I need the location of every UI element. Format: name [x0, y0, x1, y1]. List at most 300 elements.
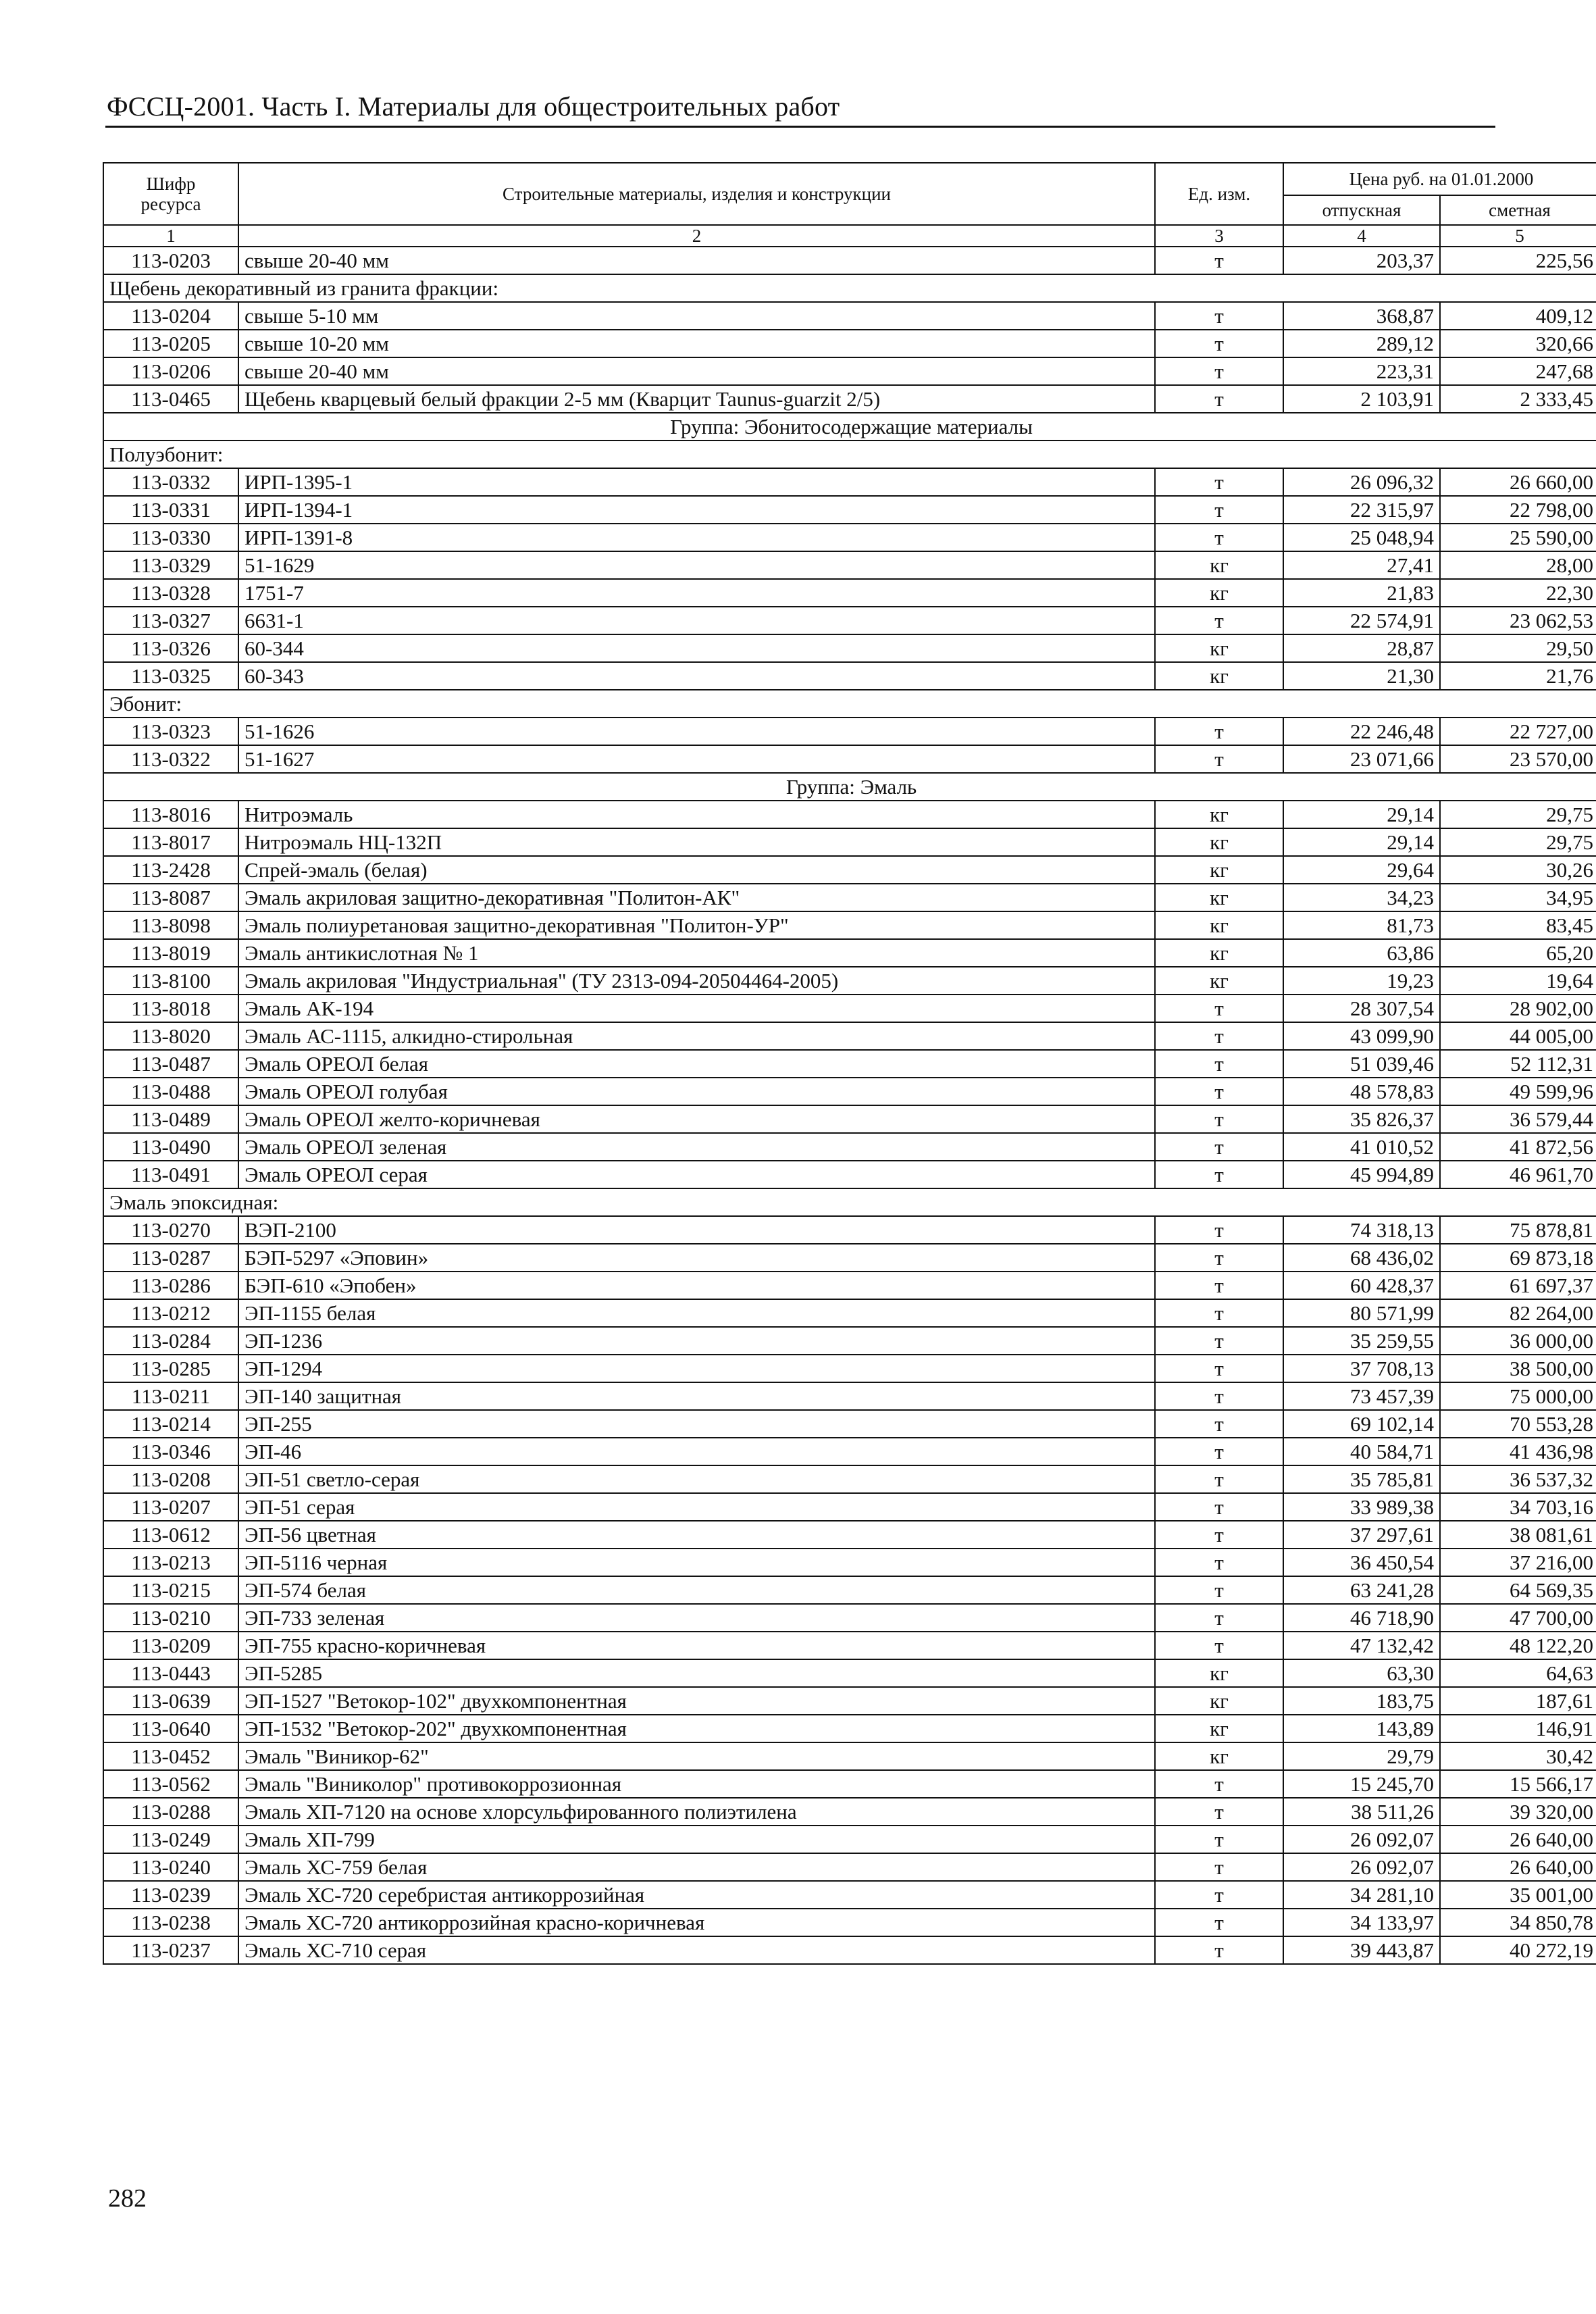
release-price: 15 245,70 — [1283, 1770, 1440, 1798]
table-row — [103, 1161, 1596, 1188]
category-label: Полуэбонит: — [103, 441, 1596, 468]
table-row — [103, 1327, 1596, 1355]
table-body — [103, 247, 1596, 1964]
group-title: Группа: Эбонитосодержащие материалы — [103, 413, 1596, 441]
release-price: 51 039,46 — [1283, 1050, 1440, 1078]
release-price: 39 443,87 — [1283, 1936, 1440, 1964]
resource-code: 113-0287 — [103, 1244, 238, 1272]
unit: кг — [1155, 662, 1283, 690]
material-name: свыше 20-40 мм — [238, 247, 1155, 274]
estimate-price: 38 081,61 — [1440, 1521, 1596, 1549]
unit: т — [1155, 1355, 1283, 1382]
resource-code: 113-0331 — [103, 496, 238, 524]
table-row — [103, 1853, 1596, 1881]
release-price: 80 571,99 — [1283, 1299, 1440, 1327]
resource-code: 113-0443 — [103, 1659, 238, 1687]
release-price: 27,41 — [1283, 551, 1440, 579]
unit: т — [1155, 1244, 1283, 1272]
material-name: ЭП-46 — [238, 1438, 1155, 1465]
estimate-price: 37 216,00 — [1440, 1549, 1596, 1576]
estimate-price: 75 000,00 — [1440, 1382, 1596, 1410]
estimate-price: 15 566,17 — [1440, 1770, 1596, 1798]
unit: т — [1155, 1299, 1283, 1327]
resource-code: 113-0239 — [103, 1881, 238, 1909]
resource-code: 113-0212 — [103, 1299, 238, 1327]
header-rule — [105, 126, 1495, 128]
estimate-price: 225,56 — [1440, 247, 1596, 274]
material-name: ЭП-5285 — [238, 1659, 1155, 1687]
material-name: свыше 10-20 мм — [238, 330, 1155, 357]
table-row — [103, 1438, 1596, 1465]
unit: т — [1155, 1382, 1283, 1410]
material-name: Эмаль "Виниколор" противокоррозионная — [238, 1770, 1155, 1798]
release-price: 368,87 — [1283, 302, 1440, 330]
col-header-unit: Ед. изм. — [1155, 163, 1283, 225]
unit: т — [1155, 1465, 1283, 1493]
material-name: ЭП-755 красно-коричневая — [238, 1632, 1155, 1659]
table-row — [103, 385, 1596, 413]
resource-code: 113-0284 — [103, 1327, 238, 1355]
material-name: Эмаль ХС-720 антикоррозийная красно-коричневая — [238, 1909, 1155, 1936]
table-row — [103, 1576, 1596, 1604]
estimate-price: 44 005,00 — [1440, 1022, 1596, 1050]
unit: т — [1155, 247, 1283, 274]
table-row — [103, 607, 1596, 634]
estimate-price: 28 902,00 — [1440, 995, 1596, 1022]
release-price: 37 297,61 — [1283, 1521, 1440, 1549]
category-row — [103, 1188, 1596, 1216]
release-price: 68 436,02 — [1283, 1244, 1440, 1272]
table-row — [103, 828, 1596, 856]
material-name: Эмаль ХС-710 серая — [238, 1936, 1155, 1964]
resource-code: 113-0323 — [103, 718, 238, 745]
unit: т — [1155, 1881, 1283, 1909]
unit: кг — [1155, 967, 1283, 995]
resource-code: 113-0286 — [103, 1272, 238, 1299]
release-price: 28 307,54 — [1283, 995, 1440, 1022]
unit: т — [1155, 718, 1283, 745]
table-row — [103, 1105, 1596, 1133]
material-name: 60-344 — [238, 634, 1155, 662]
release-price: 69 102,14 — [1283, 1410, 1440, 1438]
table-row — [103, 1272, 1596, 1299]
estimate-price: 39 320,00 — [1440, 1798, 1596, 1826]
material-name: Эмаль ОРЕОЛ голубая — [238, 1078, 1155, 1105]
estimate-price: 26 640,00 — [1440, 1853, 1596, 1881]
resource-code: 113-0327 — [103, 607, 238, 634]
estimate-price: 36 000,00 — [1440, 1327, 1596, 1355]
release-price: 29,14 — [1283, 801, 1440, 828]
resource-code: 113-0215 — [103, 1576, 238, 1604]
estimate-price: 25 590,00 — [1440, 524, 1596, 551]
table-row — [103, 1715, 1596, 1742]
material-name: Спрей-эмаль (белая) — [238, 856, 1155, 884]
release-price: 63 241,28 — [1283, 1576, 1440, 1604]
table-row — [103, 247, 1596, 274]
material-name: ЭП-574 белая — [238, 1576, 1155, 1604]
release-price: 63,86 — [1283, 939, 1440, 967]
release-price: 26 092,07 — [1283, 1826, 1440, 1853]
price-table — [103, 162, 1596, 1965]
release-price: 29,64 — [1283, 856, 1440, 884]
unit: т — [1155, 1133, 1283, 1161]
table-row — [103, 524, 1596, 551]
resource-code: 113-0452 — [103, 1742, 238, 1770]
unit: т — [1155, 496, 1283, 524]
estimate-price: 320,66 — [1440, 330, 1596, 357]
category-row — [103, 690, 1596, 718]
table-row — [103, 551, 1596, 579]
material-name: Эмаль ОРЕОЛ серая — [238, 1161, 1155, 1188]
unit: т — [1155, 1216, 1283, 1244]
release-price: 33 989,38 — [1283, 1493, 1440, 1521]
estimate-price: 34,95 — [1440, 884, 1596, 911]
unit: кг — [1155, 801, 1283, 828]
material-name: Эмаль АК-194 — [238, 995, 1155, 1022]
material-name: Эмаль ОРЕОЛ желто-коричневая — [238, 1105, 1155, 1133]
resource-code: 113-8018 — [103, 995, 238, 1022]
resource-code: 113-0205 — [103, 330, 238, 357]
release-price: 203,37 — [1283, 247, 1440, 274]
release-price: 81,73 — [1283, 911, 1440, 939]
table-row — [103, 1742, 1596, 1770]
unit: кг — [1155, 634, 1283, 662]
material-name: ЭП-140 защитная — [238, 1382, 1155, 1410]
release-price: 38 511,26 — [1283, 1798, 1440, 1826]
estimate-price: 26 640,00 — [1440, 1826, 1596, 1853]
release-price: 46 718,90 — [1283, 1604, 1440, 1632]
table-row — [103, 1881, 1596, 1909]
material-name: Нитроэмаль — [238, 801, 1155, 828]
table-row — [103, 1770, 1596, 1798]
material-name: Эмаль антикислотная № 1 — [238, 939, 1155, 967]
unit: т — [1155, 1909, 1283, 1936]
release-price: 26 096,32 — [1283, 468, 1440, 496]
release-price: 47 132,42 — [1283, 1632, 1440, 1659]
release-price: 28,87 — [1283, 634, 1440, 662]
unit: т — [1155, 1022, 1283, 1050]
table-row — [103, 1299, 1596, 1327]
unit: т — [1155, 1272, 1283, 1299]
material-name: 6631-1 — [238, 607, 1155, 634]
release-price: 19,23 — [1283, 967, 1440, 995]
resource-code: 113-8098 — [103, 911, 238, 939]
resource-code: 113-0203 — [103, 247, 238, 274]
material-name: ЭП-56 цветная — [238, 1521, 1155, 1549]
material-name: Эмаль ОРЕОЛ белая — [238, 1050, 1155, 1078]
unit: т — [1155, 1105, 1283, 1133]
unit: кг — [1155, 884, 1283, 911]
material-name: ЭП-1236 — [238, 1327, 1155, 1355]
unit: кг — [1155, 939, 1283, 967]
material-name: 1751-7 — [238, 579, 1155, 607]
estimate-price: 22 798,00 — [1440, 496, 1596, 524]
resource-code: 113-0213 — [103, 1549, 238, 1576]
resource-code: 113-0211 — [103, 1382, 238, 1410]
material-name: свыше 5-10 мм — [238, 302, 1155, 330]
material-name: свыше 20-40 мм — [238, 357, 1155, 385]
material-name: ЭП-1532 "Ветокор-202" двухкомпонентная — [238, 1715, 1155, 1742]
resource-code: 113-0240 — [103, 1853, 238, 1881]
estimate-price: 41 872,56 — [1440, 1133, 1596, 1161]
table-row — [103, 302, 1596, 330]
table-row — [103, 1909, 1596, 1936]
col-number: 3 — [1155, 225, 1283, 247]
material-name: ИРП-1391-8 — [238, 524, 1155, 551]
unit: т — [1155, 1604, 1283, 1632]
release-price: 29,14 — [1283, 828, 1440, 856]
group-row — [103, 413, 1596, 441]
category-label: Щебень декоративный из гранита фракции: — [103, 274, 1596, 302]
estimate-price: 2 333,45 — [1440, 385, 1596, 413]
estimate-price: 41 436,98 — [1440, 1438, 1596, 1465]
unit: кг — [1155, 1742, 1283, 1770]
release-price: 2 103,91 — [1283, 385, 1440, 413]
material-name: Эмаль "Виникор-62" — [238, 1742, 1155, 1770]
release-price: 74 318,13 — [1283, 1216, 1440, 1244]
table-row — [103, 330, 1596, 357]
material-name: 51-1629 — [238, 551, 1155, 579]
resource-code: 113-8100 — [103, 967, 238, 995]
unit: т — [1155, 1327, 1283, 1355]
unit: т — [1155, 1936, 1283, 1964]
table-row — [103, 1216, 1596, 1244]
resource-code: 113-0487 — [103, 1050, 238, 1078]
table-row — [103, 1604, 1596, 1632]
table-row — [103, 939, 1596, 967]
release-price: 21,30 — [1283, 662, 1440, 690]
release-price: 23 071,66 — [1283, 745, 1440, 773]
material-name: Эмаль ХП-7120 на основе хлорсульфированного полиэтилена — [238, 1798, 1155, 1826]
release-price: 143,89 — [1283, 1715, 1440, 1742]
resource-code: 113-0207 — [103, 1493, 238, 1521]
release-price: 22 574,91 — [1283, 607, 1440, 634]
table-row — [103, 745, 1596, 773]
table-row — [103, 967, 1596, 995]
release-price: 29,79 — [1283, 1742, 1440, 1770]
release-price: 183,75 — [1283, 1687, 1440, 1715]
unit: т — [1155, 1853, 1283, 1881]
resource-code: 113-0206 — [103, 357, 238, 385]
table-row — [103, 468, 1596, 496]
resource-code: 113-0329 — [103, 551, 238, 579]
estimate-price: 82 264,00 — [1440, 1299, 1596, 1327]
table-row — [103, 856, 1596, 884]
resource-code: 113-0210 — [103, 1604, 238, 1632]
estimate-price: 28,00 — [1440, 551, 1596, 579]
estimate-price: 65,20 — [1440, 939, 1596, 967]
material-name: БЭП-610 «Эпобен» — [238, 1272, 1155, 1299]
unit: т — [1155, 1050, 1283, 1078]
resource-code: 113-0204 — [103, 302, 238, 330]
estimate-price: 34 703,16 — [1440, 1493, 1596, 1521]
estimate-price: 30,26 — [1440, 856, 1596, 884]
category-label: Эбонит: — [103, 690, 1596, 718]
resource-code: 113-0208 — [103, 1465, 238, 1493]
col-header-price: Цена руб. на 01.01.2000 — [1283, 163, 1596, 195]
material-name: ИРП-1395-1 — [238, 468, 1155, 496]
col-number: 2 — [238, 225, 1155, 247]
unit: т — [1155, 1438, 1283, 1465]
release-price: 63,30 — [1283, 1659, 1440, 1687]
table-row — [103, 718, 1596, 745]
table-row — [103, 1549, 1596, 1576]
col-header-estimate: сметная — [1440, 195, 1596, 225]
resource-code: 113-0249 — [103, 1826, 238, 1853]
table-row — [103, 1687, 1596, 1715]
estimate-price: 187,61 — [1440, 1687, 1596, 1715]
category-label: Эмаль эпоксидная: — [103, 1188, 1596, 1216]
material-name: Эмаль ХС-720 серебристая антикоррозийная — [238, 1881, 1155, 1909]
release-price: 21,83 — [1283, 579, 1440, 607]
estimate-price: 23 062,53 — [1440, 607, 1596, 634]
estimate-price: 21,76 — [1440, 662, 1596, 690]
resource-code: 113-0640 — [103, 1715, 238, 1742]
release-price: 48 578,83 — [1283, 1078, 1440, 1105]
release-price: 43 099,90 — [1283, 1022, 1440, 1050]
table-row — [103, 911, 1596, 939]
table-row — [103, 662, 1596, 690]
material-name: ЭП-733 зеленая — [238, 1604, 1155, 1632]
release-price: 35 826,37 — [1283, 1105, 1440, 1133]
material-name: Эмаль акриловая "Индустриальная" (ТУ 2313-094-20504464-2005) — [238, 967, 1155, 995]
table-row — [103, 579, 1596, 607]
table-row — [103, 1465, 1596, 1493]
resource-code: 113-8020 — [103, 1022, 238, 1050]
col-number: 4 — [1283, 225, 1440, 247]
resource-code: 113-0465 — [103, 385, 238, 413]
col-header-release: отпускная — [1283, 195, 1440, 225]
table-row — [103, 1355, 1596, 1382]
estimate-price: 69 873,18 — [1440, 1244, 1596, 1272]
unit: т — [1155, 302, 1283, 330]
estimate-price: 40 272,19 — [1440, 1936, 1596, 1964]
estimate-price: 64,63 — [1440, 1659, 1596, 1687]
unit: кг — [1155, 1687, 1283, 1715]
resource-code: 113-0209 — [103, 1632, 238, 1659]
unit: т — [1155, 330, 1283, 357]
estimate-price: 47 700,00 — [1440, 1604, 1596, 1632]
material-name: Эмаль ХП-799 — [238, 1826, 1155, 1853]
estimate-price: 49 599,96 — [1440, 1078, 1596, 1105]
unit: т — [1155, 524, 1283, 551]
resource-code: 113-0238 — [103, 1909, 238, 1936]
table-row — [103, 1493, 1596, 1521]
release-price: 36 450,54 — [1283, 1549, 1440, 1576]
release-price: 34 133,97 — [1283, 1909, 1440, 1936]
estimate-price: 61 697,37 — [1440, 1272, 1596, 1299]
release-price: 26 092,07 — [1283, 1853, 1440, 1881]
release-price: 22 315,97 — [1283, 496, 1440, 524]
unit: т — [1155, 1798, 1283, 1826]
unit: т — [1155, 1161, 1283, 1188]
estimate-price: 52 112,31 — [1440, 1050, 1596, 1078]
resource-code: 113-8087 — [103, 884, 238, 911]
estimate-price: 36 537,32 — [1440, 1465, 1596, 1493]
resource-code: 113-0562 — [103, 1770, 238, 1798]
estimate-price: 29,50 — [1440, 634, 1596, 662]
unit: т — [1155, 1770, 1283, 1798]
estimate-price: 29,75 — [1440, 801, 1596, 828]
material-name: 60-343 — [238, 662, 1155, 690]
table-row — [103, 1050, 1596, 1078]
release-price: 35 785,81 — [1283, 1465, 1440, 1493]
material-name: ИРП-1394-1 — [238, 496, 1155, 524]
resource-code: 113-8016 — [103, 801, 238, 828]
unit: т — [1155, 995, 1283, 1022]
material-name: 51-1627 — [238, 745, 1155, 773]
unit: кг — [1155, 579, 1283, 607]
resource-code: 113-8019 — [103, 939, 238, 967]
page-title: ФССЦ-2001. Часть I. Материалы для общестроительных работ — [107, 91, 840, 122]
resource-code: 113-0237 — [103, 1936, 238, 1964]
material-name: ЭП-1155 белая — [238, 1299, 1155, 1327]
page-number: 282 — [108, 2184, 147, 2213]
table-row — [103, 1936, 1596, 1964]
resource-code: 113-0326 — [103, 634, 238, 662]
material-name: БЭП-5297 «Эповин» — [238, 1244, 1155, 1272]
unit: т — [1155, 357, 1283, 385]
release-price: 35 259,55 — [1283, 1327, 1440, 1355]
col-number: 5 — [1440, 225, 1596, 247]
table-row — [103, 801, 1596, 828]
table-row — [103, 1382, 1596, 1410]
unit: т — [1155, 745, 1283, 773]
resource-code: 113-0490 — [103, 1133, 238, 1161]
resource-code: 113-2428 — [103, 856, 238, 884]
resource-code: 113-0330 — [103, 524, 238, 551]
unit: кг — [1155, 1659, 1283, 1687]
table-row — [103, 1521, 1596, 1549]
col-number: 1 — [103, 225, 238, 247]
column-number-row — [103, 225, 1596, 247]
unit: т — [1155, 1078, 1283, 1105]
unit: т — [1155, 1632, 1283, 1659]
estimate-price: 26 660,00 — [1440, 468, 1596, 496]
release-price: 25 048,94 — [1283, 524, 1440, 551]
estimate-price: 38 500,00 — [1440, 1355, 1596, 1382]
estimate-price: 46 961,70 — [1440, 1161, 1596, 1188]
table-header-row — [103, 163, 1596, 195]
unit: т — [1155, 1576, 1283, 1604]
estimate-price: 75 878,81 — [1440, 1216, 1596, 1244]
unit: т — [1155, 468, 1283, 496]
estimate-price: 29,75 — [1440, 828, 1596, 856]
material-name: Эмаль полиуретановая защитно-декоративная "Политон-УР" — [238, 911, 1155, 939]
unit: т — [1155, 1549, 1283, 1576]
resource-code: 113-0285 — [103, 1355, 238, 1382]
release-price: 45 994,89 — [1283, 1161, 1440, 1188]
unit: кг — [1155, 551, 1283, 579]
material-name: ЭП-51 серая — [238, 1493, 1155, 1521]
unit: кг — [1155, 828, 1283, 856]
resource-code: 113-0612 — [103, 1521, 238, 1549]
estimate-price: 409,12 — [1440, 302, 1596, 330]
release-price: 41 010,52 — [1283, 1133, 1440, 1161]
estimate-price: 22 727,00 — [1440, 718, 1596, 745]
estimate-price: 48 122,20 — [1440, 1632, 1596, 1659]
table-row — [103, 1798, 1596, 1826]
table-row — [103, 1078, 1596, 1105]
release-price: 223,31 — [1283, 357, 1440, 385]
col-header-name: Строительные материалы, изделия и конструкции — [238, 163, 1155, 225]
estimate-price: 30,42 — [1440, 1742, 1596, 1770]
estimate-price: 23 570,00 — [1440, 745, 1596, 773]
material-name: ЭП-1294 — [238, 1355, 1155, 1382]
unit: т — [1155, 1826, 1283, 1853]
material-name: ЭП-255 — [238, 1410, 1155, 1438]
table-row — [103, 634, 1596, 662]
